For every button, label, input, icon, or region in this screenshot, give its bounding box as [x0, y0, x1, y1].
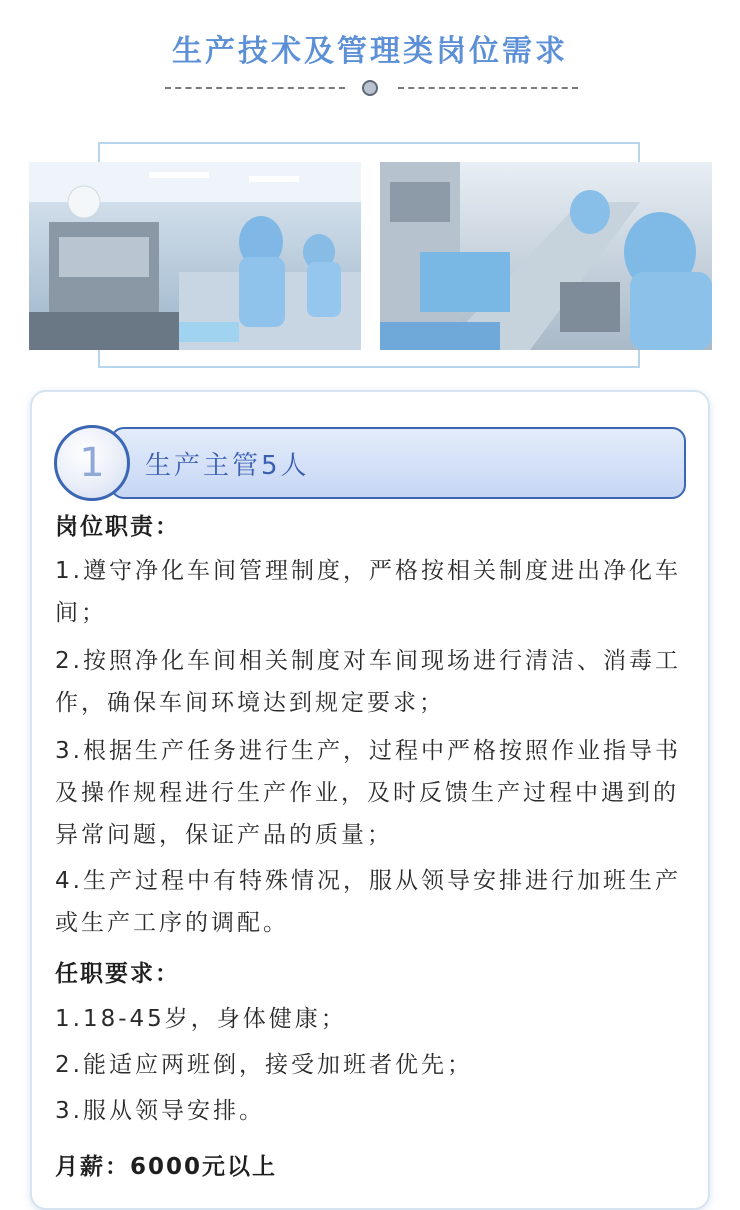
title-divider — [0, 78, 740, 98]
duties-heading: 岗位职责： — [55, 514, 180, 540]
requirement-item: 1.18-45岁，身体健康； — [55, 1006, 347, 1032]
divider-line-right — [398, 87, 578, 89]
page-title: 生产技术及管理类岗位需求 — [172, 34, 568, 69]
requirement-item: 3.服从领导安排。 — [55, 1098, 265, 1124]
duty-item: 2.按照净化车间相关制度对车间现场进行清洁、消毒工作，确保车间环境达到规定要求； — [55, 648, 681, 716]
salary-text: 月薪：6000元以上 — [55, 1154, 278, 1180]
duty-item: 4.生产过程中有特殊情况，服从领导安排进行加班生产或生产工序的调配。 — [55, 868, 681, 936]
position-number-badge: 1 — [54, 425, 130, 501]
position-title: 生产主管5人 — [145, 451, 310, 481]
duty-item: 3.根据生产任务进行生产，过程中严格按照作业指导书及操作规程进行生产作业，及时反馈生产过程中遇到的异常问题，保证产品的质量； — [55, 738, 681, 848]
requirements-heading: 任职要求： — [55, 961, 180, 987]
divider-dot-icon — [362, 80, 378, 96]
divider-line-left — [165, 87, 345, 89]
requirement-item: 2.能适应两班倒，接受加班者优先； — [55, 1052, 473, 1078]
duty-item: 1.遵守净化车间管理制度，严格按相关制度进出净化车间； — [55, 558, 681, 626]
factory-photo-left — [29, 162, 361, 350]
factory-photo-right — [380, 162, 712, 350]
